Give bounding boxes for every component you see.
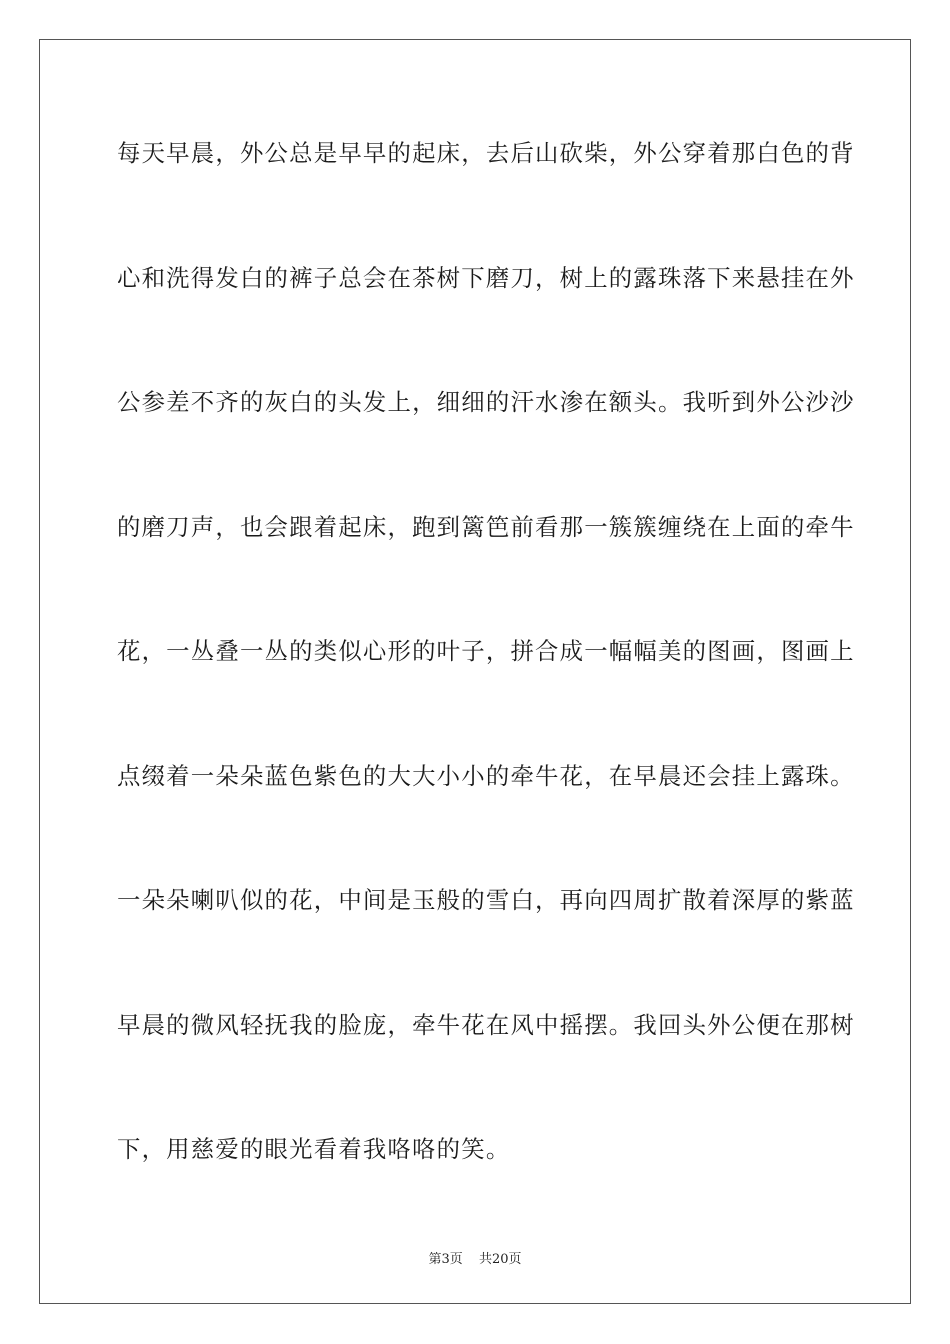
text-line: 每天早晨，外公总是早早的起床，去后山砍柴，外公穿着那白色的背 [117,139,855,167]
page-footer [0,1248,950,1267]
text-line: 花，一丛叠一丛的类似心形的叶子，拼合成一幅幅美的图画，图画上 [117,637,855,665]
text-line: 一朵朵喇叭似的花，中间是玉般的雪白，再向四周扩散着深厚的紫蓝 [117,886,855,914]
page-number: 第3页 [428,1252,463,1267]
text-line: 心和洗得发白的裤子总会在茶树下磨刀，树上的露珠落下来悬挂在外 [117,263,855,292]
page-total: 共20页 [478,1252,522,1267]
text-line: 下，用慈爱的眼光看着我咯咯的笑。 [117,1135,511,1163]
body-text [117,122,855,1243]
text-line: 的磨刀声，也会跟着起床，跑到篱笆前看那一簇簇缠绕在上面的牵牛 [117,512,855,541]
text-line: 早晨的微风轻抚我的脸庞，牵牛花在风中摇摆。我回头外公便在那树 [117,1010,855,1039]
text-line: 公参差不齐的灰白的头发上，细细的汗水渗在额头。我听到外公沙沙 [117,388,855,416]
text-line: 点缀着一朵朵蓝色紫色的大大小小的牵牛花，在早晨还会挂上露珠。 [117,761,855,790]
